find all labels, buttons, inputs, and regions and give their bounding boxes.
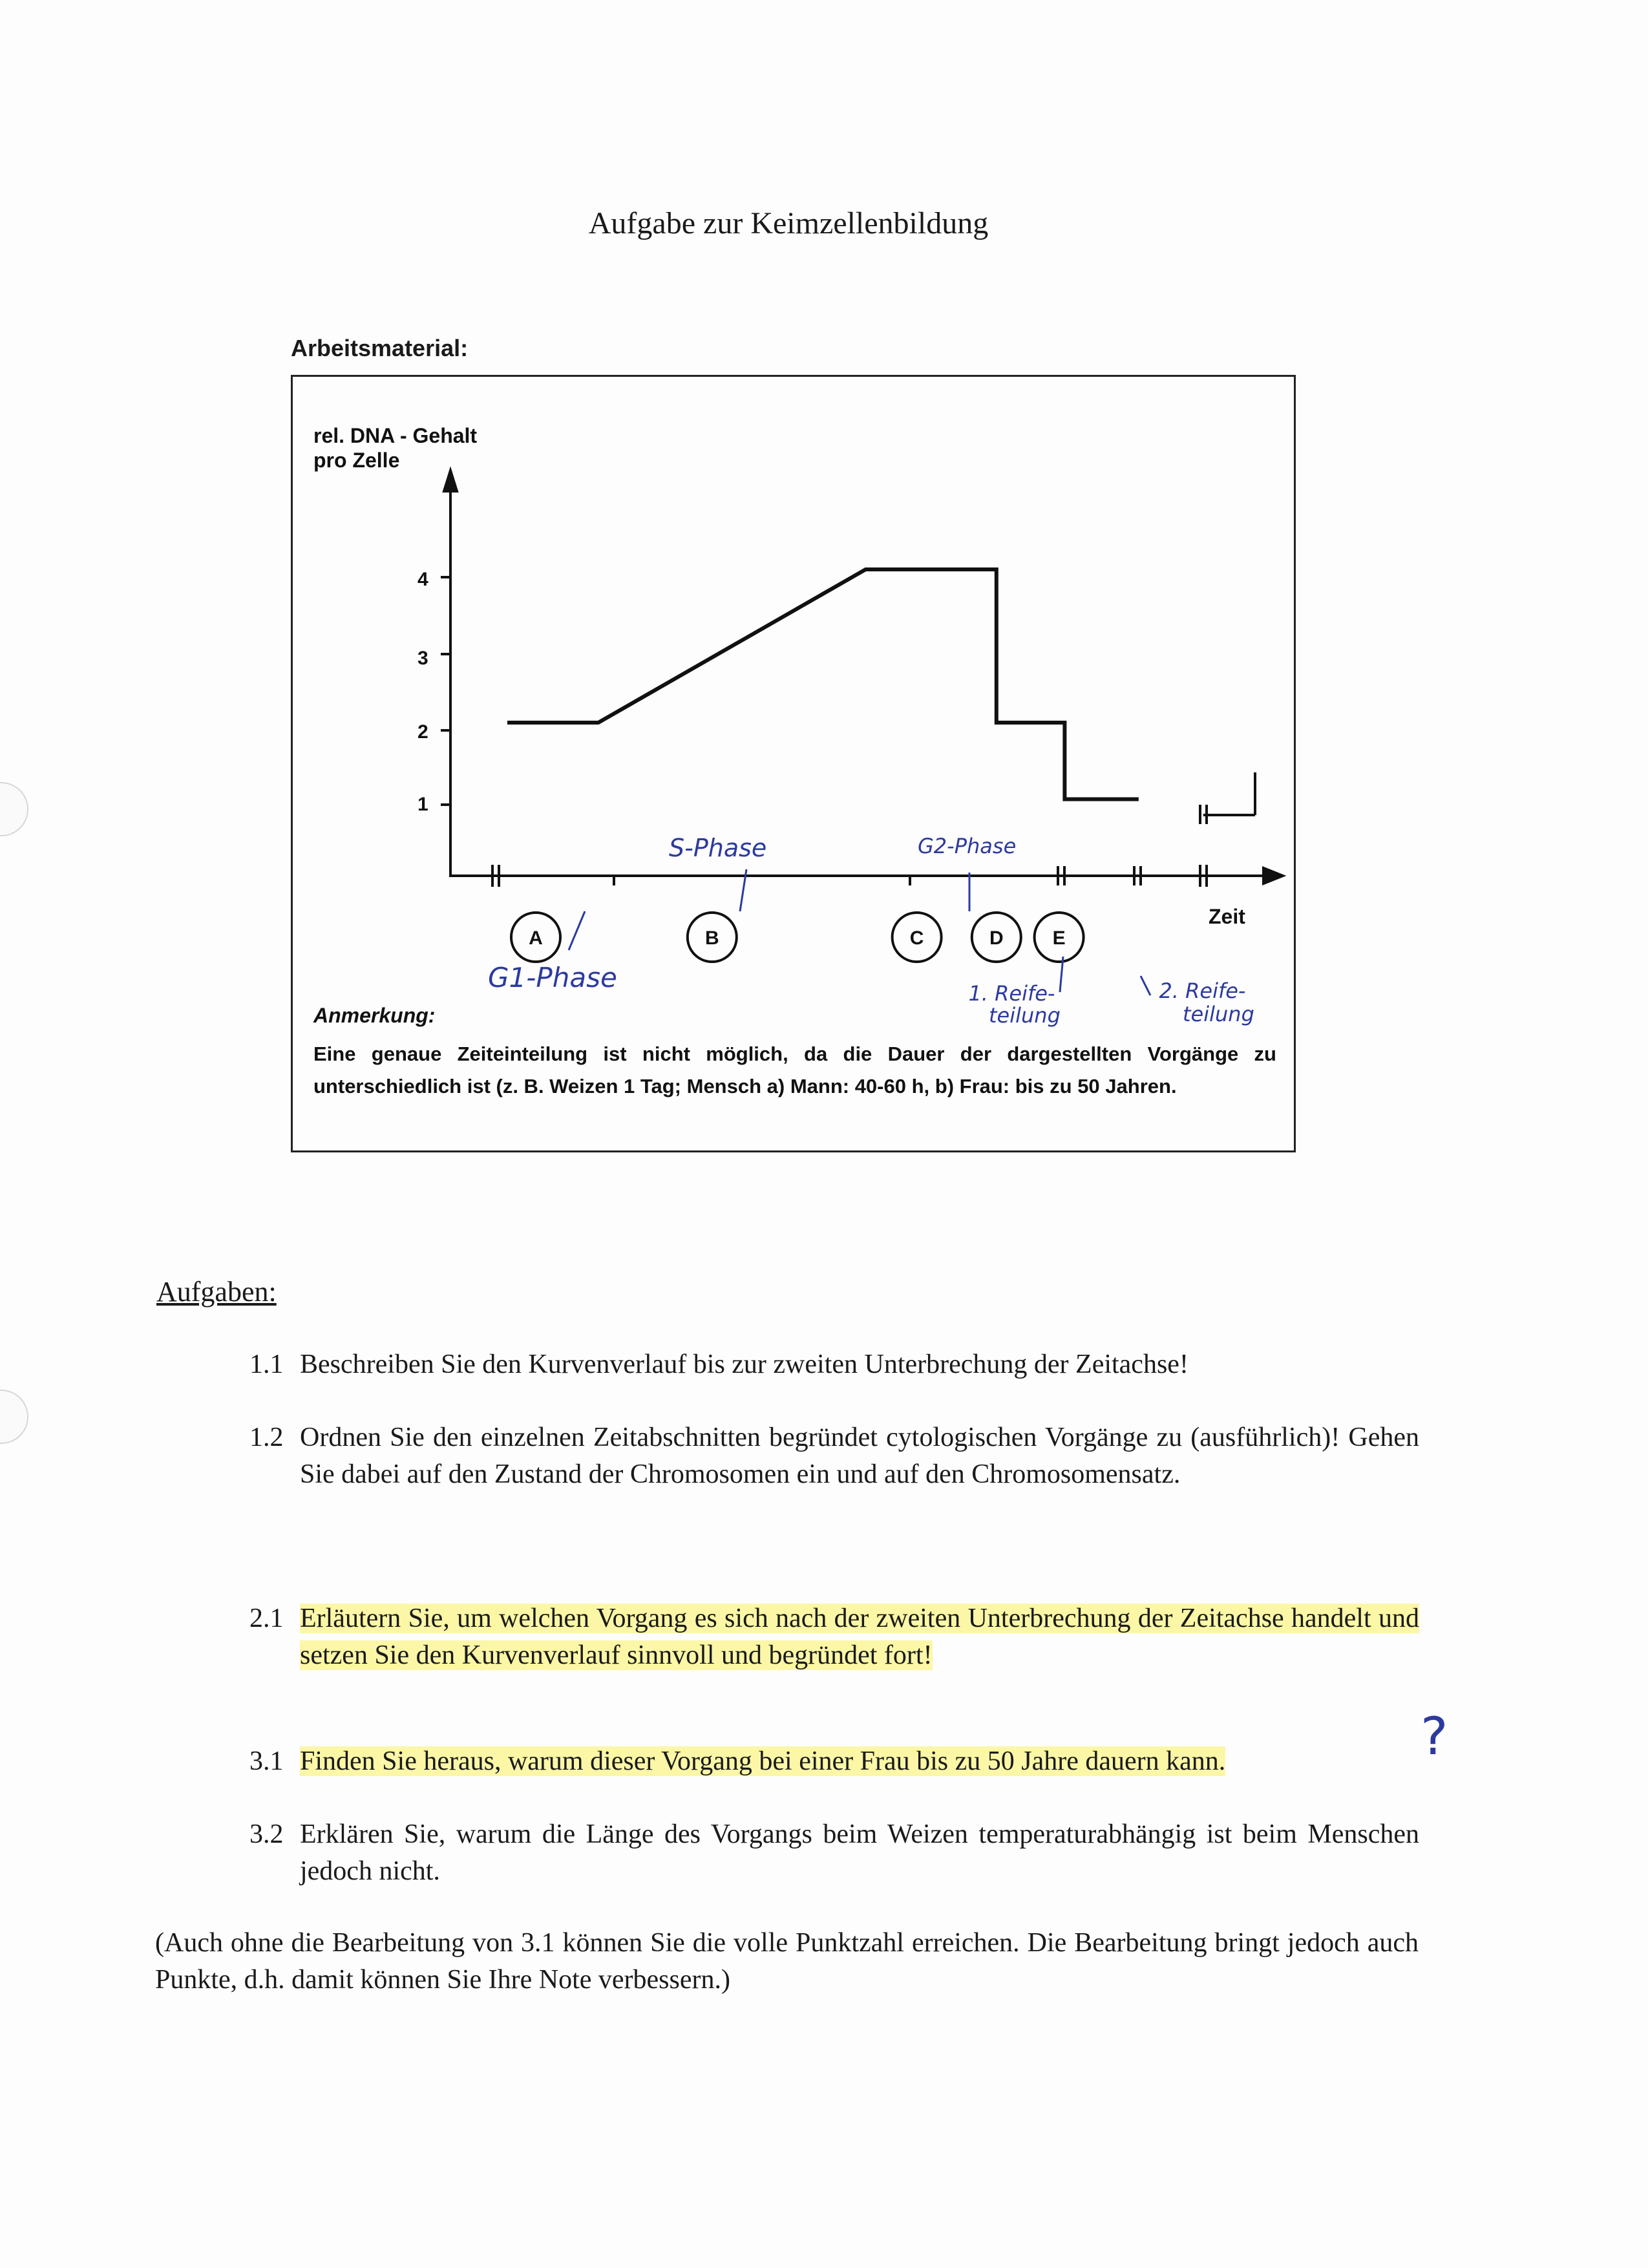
task-text: Finden Sie heraus, warum dieser Vorgang bei einer Frau bis zu 50 Jahre dauern kann. (300, 1746, 1226, 1776)
note-text: Eine genaue Zeiteinteilung ist nicht möglich, da die Dauer der dargestellten Vorgänge zu unterschiedlich ist (z. B. Weizen 1 Tag; Mensch a) Mann: 40-60 h, b) Frau: bis zu 50 Jahren. (313, 1043, 1276, 1097)
annotation-reife1 (963, 982, 1061, 1026)
annotation-reife1-line2: teilung (989, 1003, 1061, 1028)
annotation-g2-phase: G2-Phase (918, 834, 1017, 858)
task-number: 3.2 (249, 1819, 284, 1849)
phase-marker-label-c: C (909, 927, 924, 949)
task-text: Beschreiben Sie den Kurvenverlauf bis zur zweiten Unterbrechung der Zeitachse! (300, 1350, 1188, 1379)
annotation-reife2 (1150, 979, 1254, 1026)
dna-chart (0, 0, 1648, 1034)
annotation-reife2-line1: 2. Reife- (1159, 979, 1246, 1003)
y-axis-label-line1: rel. DNA - Gehalt (313, 424, 478, 447)
closing-note: (Auch ohne die Bearbeitung von 3.1 können Sie die volle Punktzahl erreichen. Die Bearbeitung bringt jedoch auch Punkte, d.h. damit können Sie Ihre Note verbessern.) (155, 1928, 1419, 1995)
page-title: Aufgabe zur Keimzellenbildung (588, 206, 989, 240)
annotation-reife1-line1: 1. Reife- (968, 981, 1055, 1006)
dna-content-line (507, 569, 1139, 800)
task-2-1 (249, 1600, 1419, 1674)
y-tick-label-1: 1 (417, 794, 428, 815)
phase-markers (511, 913, 1084, 962)
y-tick-label-3: 3 (417, 648, 428, 669)
phase-marker-label-a: A (529, 927, 543, 949)
y-axis-label-line2: pro Zelle (313, 449, 400, 472)
task-number: 3.1 (249, 1746, 284, 1776)
curve-break (1200, 772, 1255, 824)
task-text: Ordnen Sie den einzelnen Zeitabschnitten begründet cytologischen Vorgänge zu (ausführlich)! Gehen Sie dabei auf den Zustand der Chromosomen ein und auf den Chromosomensatz. (300, 1423, 1419, 1489)
task-text: Erläutern Sie, um welchen Vorgang es sich nach der zweiten Unterbrechung der Zeitachse handelt und setzen Sie den Kurvenverlauf sinnvoll und begründet fort! (300, 1604, 1419, 1670)
task-number: 1.2 (249, 1423, 284, 1452)
punch-hole-bottom (0, 1390, 28, 1444)
phase-marker-label-d: D (989, 927, 1004, 949)
materials-label: Arbeitsmaterial: (291, 335, 469, 361)
y-tick-label-2: 2 (417, 721, 428, 743)
x-axis (450, 865, 1283, 887)
x-axis-label: Zeit (1209, 905, 1245, 928)
phase-marker-label-b: B (704, 927, 719, 949)
task-1-2 (249, 1419, 1419, 1493)
y-tick-label-4: 4 (417, 569, 428, 590)
task-1-1 (249, 1346, 1419, 1383)
task-number: 2.1 (249, 1604, 284, 1633)
annotation-s-phase: S-Phase (669, 834, 767, 862)
annotation-reife2-line2: teilung (1183, 1002, 1254, 1026)
tasks-heading: Aufgaben: (156, 1276, 277, 1308)
annotation-g1-phase: G1-Phase (488, 962, 617, 993)
task-3-1 (249, 1743, 1419, 1780)
phase-marker-label-e: E (1052, 927, 1066, 949)
task-text: Erklären Sie, warum die Länge des Vorgangs beim Weizen temperaturabhängig ist beim Menschen jedoch nicht. (300, 1819, 1419, 1886)
task-number: 1.1 (249, 1350, 284, 1379)
margin-question-mark: ? (1421, 1706, 1448, 1766)
note-heading: Anmerkung: (313, 1004, 436, 1027)
y-axis (441, 471, 457, 877)
task-3-2 (249, 1816, 1419, 1890)
